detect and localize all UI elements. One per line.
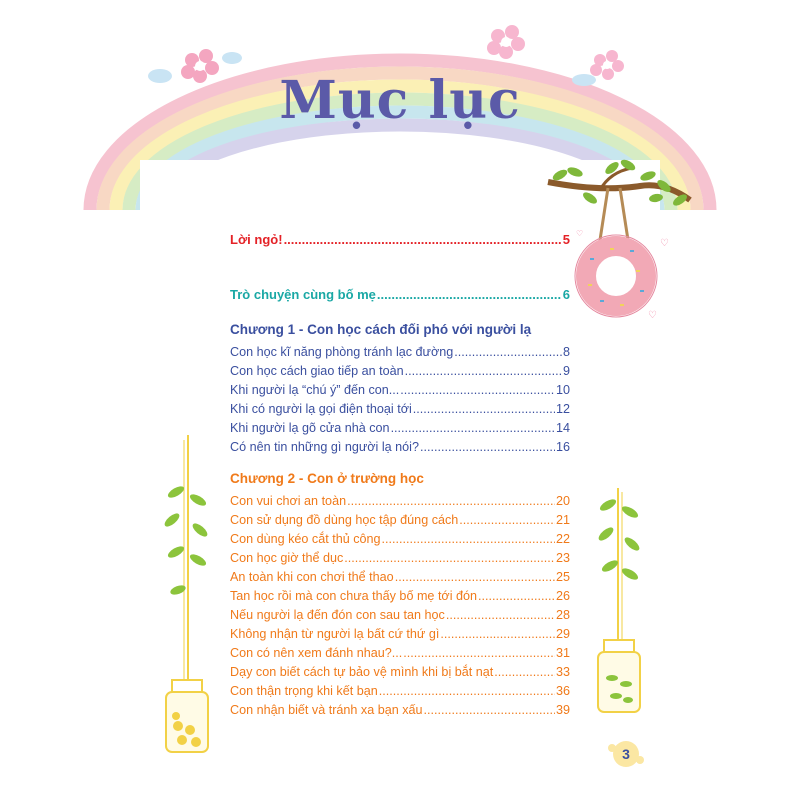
toc-entry[interactable]: [230, 421, 570, 440]
dot-leader: [494, 665, 555, 679]
toc-entry-page: 12: [555, 402, 570, 416]
dot-leader: [446, 608, 555, 622]
toc-entry-page: 5: [562, 232, 570, 247]
svg-text:♡: ♡: [576, 229, 584, 238]
toc-entry-text: Con học giờ thể dục: [230, 551, 344, 565]
toc-entry[interactable]: [230, 684, 570, 703]
toc-entry-page: 33: [555, 665, 570, 679]
toc-entry-text: Có nên tin những gì người lạ nói?: [230, 440, 419, 454]
toc-entry-text: Con dùng kéo cắt thủ công: [230, 532, 381, 546]
toc-entry-text: Con học kĩ năng phòng tránh lạc đường: [230, 345, 454, 359]
toc-entry[interactable]: [230, 440, 570, 459]
dot-leader: [391, 421, 555, 435]
toc-entry-page: 6: [562, 287, 570, 302]
toc-entry-text: Khi người lạ “chú ý” đến con...: [230, 383, 400, 397]
toc-entry-page: 31: [555, 646, 570, 660]
toc-chapter-1: [230, 322, 570, 459]
dot-leader: [440, 627, 555, 641]
toc-entry-page: 20: [555, 494, 570, 508]
toc-entry[interactable]: [230, 570, 570, 589]
dot-leader: [454, 345, 562, 359]
dot-leader: [424, 703, 555, 717]
toc-entry[interactable]: [230, 589, 570, 608]
chapter-heading: Chương 2 - Con ở trường học: [230, 471, 424, 486]
dot-leader: [382, 532, 555, 546]
toc-entry-page: 36: [555, 684, 570, 698]
toc-entry[interactable]: [230, 665, 570, 684]
page-title: Mục lục: [279, 70, 521, 131]
toc-entry-page: 16: [555, 440, 570, 454]
toc-entry-text: Trò chuyện cùng bố mẹ: [230, 287, 376, 302]
dot-leader: [420, 440, 555, 454]
toc-entry[interactable]: [230, 532, 570, 551]
toc-entry-text: Con sử dụng đồ dùng học tập đúng cách: [230, 513, 459, 527]
toc-entry-text: Không nhận từ người lạ bất cứ thứ gì: [230, 627, 440, 641]
toc-entry-text: Dạy con biết cách tự bảo vệ mình khi bị bắt nạt: [230, 665, 494, 679]
toc-entry[interactable]: [230, 627, 570, 646]
toc-entry[interactable]: [230, 232, 570, 251]
dot-leader: [478, 589, 555, 603]
toc-entry-page: 14: [555, 421, 570, 435]
toc-entry[interactable]: [230, 513, 570, 532]
toc-entry-text: Con có nên xem đánh nhau?...: [230, 646, 403, 660]
dot-leader: [377, 287, 562, 302]
page-number: 3: [622, 746, 630, 762]
toc-entry-page: 8: [562, 345, 570, 359]
toc-entry-text: Khi người lạ gõ cửa nhà con: [230, 421, 390, 435]
dot-leader: [379, 684, 555, 698]
toc-entry-page: 39: [555, 703, 570, 717]
toc-entry-page: 21: [555, 513, 570, 527]
toc-entry-page: 23: [555, 551, 570, 565]
svg-text:♡: ♡: [660, 238, 669, 249]
toc-entry[interactable]: [230, 703, 570, 722]
dot-leader: [344, 551, 555, 565]
toc-entry-text: Con vui chơi an toàn: [230, 494, 347, 508]
toc-chapter-2: [230, 471, 570, 722]
toc-entry[interactable]: [230, 494, 570, 513]
toc-intro-1: [230, 232, 570, 251]
dot-leader: [405, 364, 562, 378]
toc-entry[interactable]: [230, 402, 570, 421]
toc-entry[interactable]: [230, 608, 570, 627]
toc-entry[interactable]: [230, 551, 570, 570]
dot-leader: [413, 402, 555, 416]
toc-entry-text: Con thận trọng khi kết bạn: [230, 684, 378, 698]
dot-leader: [284, 232, 562, 247]
toc-entry-page: 9: [562, 364, 570, 378]
svg-text:♡: ♡: [648, 310, 657, 321]
toc-entry-page: 29: [555, 627, 570, 641]
toc-entry[interactable]: [230, 364, 570, 383]
toc-entry-page: 26: [555, 589, 570, 603]
toc-entry-text: Nếu người lạ đến đón con sau tan học: [230, 608, 445, 622]
toc-entry-text: An toàn khi con chơi thể thao: [230, 570, 394, 584]
dot-leader: [403, 646, 555, 660]
toc-entry-text: Con học cách giao tiếp an toàn: [230, 364, 404, 378]
dot-leader: [347, 494, 555, 508]
dot-leader: [459, 513, 555, 527]
dot-leader: [400, 383, 555, 397]
toc-intro-2: [230, 287, 570, 306]
toc-entry-text: Lời ngỏ!: [230, 232, 283, 247]
toc-entry[interactable]: [230, 345, 570, 364]
toc-entry[interactable]: [230, 646, 570, 665]
toc-entry[interactable]: [230, 287, 570, 306]
hanging-jar-right-icon: [597, 488, 642, 712]
toc-entry-text: Tan học rồi mà con chưa thấy bố mẹ tới đón: [230, 589, 478, 603]
hanging-jar-left-icon: [163, 435, 210, 752]
toc-entry[interactable]: [230, 383, 570, 402]
toc-entry-page: 22: [555, 532, 570, 546]
toc-entry-page: 25: [555, 570, 570, 584]
toc-entry-page: 28: [555, 608, 570, 622]
toc-entry-text: Con nhận biết và tránh xa bạn xấu: [230, 703, 423, 717]
dot-leader: [395, 570, 555, 584]
toc-entry-text: Khi có người lạ gọi điện thoại tới: [230, 402, 412, 416]
chapter-heading: Chương 1 - Con học cách đối phó với người lạ: [230, 322, 532, 337]
toc-entry-page: 10: [555, 383, 570, 397]
